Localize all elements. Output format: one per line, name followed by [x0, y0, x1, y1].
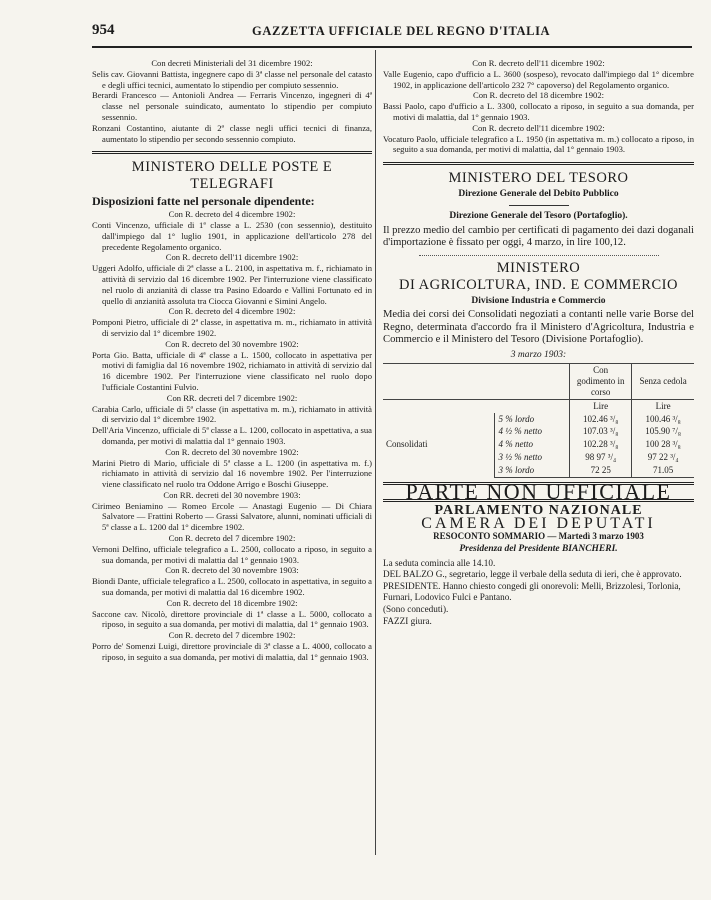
entry: Conti Vincenzo, ufficiale di 1ª classe a L. 2530 (con sessennio), destituito dall'impiego dal 1° luglio 1901, in applicazione dell'articolo 278 del precedente Regolamento organico. [92, 219, 372, 252]
entry: Biondi Dante, ufficiale telegrafico a L. 2500, collocato in aspettativa, in seguito a sua domanda, per motivi di malattia dal 16 dicembre 1902. [92, 576, 373, 598]
dotted-rule [419, 255, 659, 256]
table-row [383, 413, 694, 426]
ministry-heading: MINISTERO DEL TESORO [448, 170, 629, 187]
entry: Uggeri Adolfo, ufficiale di 2ª classe a L. 2100, in aspettativa m. f., richiamato in attività di servizio dal 16 dicembre 1902. Per l'interruzione viene classificato nel ruolo di anzianità di classe tra Pasino Edoardo e Vallini Fortunato ed in quello di anzianità assoluta tra Ciocca Giovanni e Simini Angelo. [92, 263, 372, 306]
section-rule [92, 151, 372, 154]
rate-value: 71.05 [632, 464, 694, 477]
rate-label: 3 % lordo [495, 464, 570, 477]
division-heading: Divisione Industria e Commercio [471, 295, 606, 306]
decree-date: Con decreti Ministeriali del 31 dicembre 1902: [151, 58, 313, 68]
decree-date: Con R. decreto del 30 novembre 1902: [165, 446, 299, 457]
decree-date: Con R. decreto del 30 novembre 1902: [165, 338, 299, 349]
entry: Selis cav. Giovanni Battista, ingegnere capo di 3ª classe nel personale del catasto e degli uffici tecnici, aumentato lo stipendio per compiuto sessennio. [92, 68, 372, 90]
decree-date: Con RR. decreti del 7 dicembre 1902: [166, 392, 298, 403]
decree-date: Con R. decreto del 7 dicembre 1902: [168, 533, 296, 544]
decree-date: Con R. decreto del 4 dicembre 1902: [168, 306, 296, 317]
entry: Marini Pietro di Mario, ufficiale di 5ª classe a L. 1200 (in aspettativa m. f.) richiamato in attività di servizio dal 16 novembre 1902. Per l'interruzione viene classificato nel ruolo tra Oddone Arrigo e Boschi Giuseppe. [92, 457, 372, 490]
entry: Porta Gio. Batta, ufficiale di 4ª classe a L. 1500, collocato in aspettativa per motivi di famiglia dal 16 novembre 1902, richiamato in attività di servizio dal 16 dicembre 1902. Per l'interruzione viene classificato nel ruolo dopo l'ufficiale Costantini Fulvio. [92, 349, 372, 392]
directorate-heading: Direzione Generale del Debito Pubblico [458, 189, 619, 200]
decree-date: Con R. decreto dell'11 dicembre 1902: [472, 58, 605, 68]
col-header-cedola: Senza cedola [632, 364, 694, 399]
entry: Carabia Carlo, ufficiale di 5ª classe (in aspettativa m. m.), richiamato in attività di servizio dal 1° dicembre 1902. [92, 403, 372, 425]
entry: Valle Eugenio, capo d'ufficio a L. 3600 (sospeso), revocato dall'impiego dal 1° dicembre 1902, in applicazione dell'articolo 232 7° capoverso) del Regolamento organico. [383, 68, 694, 90]
exchange-notice: Il prezzo medio del cambio per certificati di pagamento dei dazi doganali d'importazione è fissato per oggi, 4 marzo, in lire 100,12. [383, 224, 694, 249]
entry: Dell'Aria Vincenzo, ufficiale di 5ª classe a L. 1200, collocato in aspettativa, a sua domanda, per motivi di malattia dal 1° gennaio 1903. [92, 425, 372, 446]
entry: Ronzani Costantino, aiutante di 2ª classe negli uffici tecnici di finanza, aumentato lo stipendio per secondo sessennio compiuto. [92, 122, 372, 144]
decree-date: Con R. decreto del 18 dicembre 1902: [472, 90, 605, 101]
chamber-heading: CAMERA DEI DEPUTATI [421, 515, 656, 533]
decree-date: Con R. decreto del 18 dicembre 1902: [166, 597, 298, 608]
report-text: PRESIDENTE. Hanno chiesto congedi gli onorevoli: Melli, Brizzolesi, Torlonia, Furnari, Lodovico Fulci e Pantano. [383, 580, 681, 603]
entry: Cirimeo Beniamino — Romeo Ercole — Anastagi Eugenio — Di Chiara Salvatore — Frattini Roberto — Grassi Salvatore, alunni, nominati ufficiali di 5ª classe a L. 1200 dal 1° dicembre 1902. [92, 500, 372, 533]
report-text: FAZZI giura. [383, 615, 432, 626]
report-text: (Sono conceduti). [383, 603, 449, 614]
ministry-heading: MINISTERO [496, 259, 581, 276]
rate-value: 105.90 ⁷/₈ [632, 425, 694, 438]
section-title: PARTE NON UFFICIALE [383, 482, 694, 503]
entry: Bassi Paolo, capo d'ufficio a L. 3300, collocato a riposo, in seguito a sua domanda, per motivi di malattia, dal 1° gennaio 1903. [383, 101, 694, 122]
presidency-line: Presidenza del Presidente BIANCHERI. [459, 543, 618, 554]
decree-date: Con R. decreto dell'11 dicembre 1902: [472, 122, 605, 133]
consolidati-label: Consolidati [386, 439, 428, 450]
ministry-heading: MINISTERO DELLE POSTE E TELEGRAFI [131, 159, 333, 193]
rate-label: 5 % lordo [495, 413, 570, 426]
directorate-heading: Direzione Generale del Tesoro (Portafoglio). [449, 210, 628, 221]
column-divider [375, 50, 376, 855]
decree-date: Con R. decreto dell'11 dicembre 1902: [165, 252, 299, 263]
rate-value: 102.46 ³/₈ [570, 413, 632, 426]
unit-label: Lire [632, 399, 694, 412]
rate-value: 102.28 ³/₈ [570, 438, 632, 451]
dispositions-heading: Disposizioni fatte nel personale dipendente: [92, 194, 315, 209]
section-rule [383, 162, 694, 165]
rate-value: 72 25 [570, 464, 632, 477]
decree-date: Con RR. decreti del 30 novembre 1903: [163, 489, 301, 500]
ministry-heading: DI AGRICOLTURA, IND. E COMMERCIO [399, 276, 678, 293]
decree-date: Con R. decreto del 30 novembre 1903: [165, 565, 299, 576]
rate-value: 107.03 ³/₈ [570, 425, 632, 438]
table-date: 3 marzo 1903: [510, 349, 567, 360]
rate-value: 97 22 ³/₄ [632, 451, 694, 464]
rate-value: 100.46 ³/₈ [632, 413, 694, 426]
report-text: DEL BALZO G., segretario, legge il verbale della seduta di ieri, che è approvato. [383, 569, 682, 580]
left-column [92, 58, 372, 663]
rate-value: 98 97 ³/₄ [570, 451, 632, 464]
rate-label: 3 ½ % netto [495, 451, 570, 464]
entry: Vocaturo Paolo, ufficiale telegrafico a L. 1950 (in aspettativa m. m.) collocato a riposo, in seguito a sua domanda, per motivi di malattia, dal 1° gennaio 1903. [383, 133, 694, 155]
rate-value: 100 28 ³/₈ [632, 438, 694, 451]
entry: Berardi Francesco — Antonioli Andrea — Ferraris Vincenzo, ingegneri di 4ª classe nel personale suindicato, aumentato lo stipendio per compiuto sessennio. [92, 90, 372, 122]
consolidati-notice: Media dei corsi dei Consolidati negoziati a contanti nelle varie Borse del Regno, determinata d'accordo fra il Ministero d'Agricoltura, Industria e Commercio e il Ministero del Tesoro (Divisione Portafoglio). [383, 309, 694, 346]
short-rule [509, 205, 569, 206]
report-heading: RESOCONTO SOMMARIO — Martedì 3 marzo 1903 [433, 530, 644, 541]
right-column [383, 58, 694, 627]
decree-date: Con R. decreto del 7 dicembre 1902: [168, 630, 296, 641]
col-header-godimento: Con godimento in corso [570, 364, 632, 399]
unit-label: Lire [570, 399, 632, 412]
consolidati-table [383, 363, 694, 477]
parliament-heading: PARLAMENTO NAZIONALE [434, 503, 643, 519]
entry: Vernoni Delfino, ufficiale telegrafico a L. 2500, collocato a riposo, in seguito a sua domanda, per motivi di malattia dal 1° gennaio 1903. [92, 543, 372, 565]
decree-date: Con R. decreto del 4 dicembre 1902: [168, 209, 296, 220]
report-text: La seduta comincia alle 14.10. [383, 557, 496, 568]
entry: Pomponi Pietro, ufficiale di 2ª classe, in aspettativa m. m., richiamato in attività di servizio dal 1° dicembre 1902. [92, 317, 372, 338]
entry: Saccone cav. Nicolò, direttore provinciale di 1ª classe a L. 5000, collocato a riposo, in seguito a sua domanda, per motivi di malattia, dal 1° gennaio 1903. [92, 608, 372, 630]
rate-label: 4 ½ % netto [495, 425, 570, 438]
entry: Porro de' Somenzi Luigi, direttore provinciale di 3ª classe a L. 4000, collocato a riposo, in seguito a sua domanda, per motivi di malattia, dal 1° gennaio 1903. [92, 641, 372, 662]
page-number: 954 [92, 22, 115, 38]
rate-label: 4 % netto [495, 438, 570, 451]
header-rule [92, 46, 692, 48]
newspaper-title: GAZZETTA UFFICIALE DEL REGNO D'ITALIA [252, 24, 551, 38]
page-header [92, 22, 652, 42]
